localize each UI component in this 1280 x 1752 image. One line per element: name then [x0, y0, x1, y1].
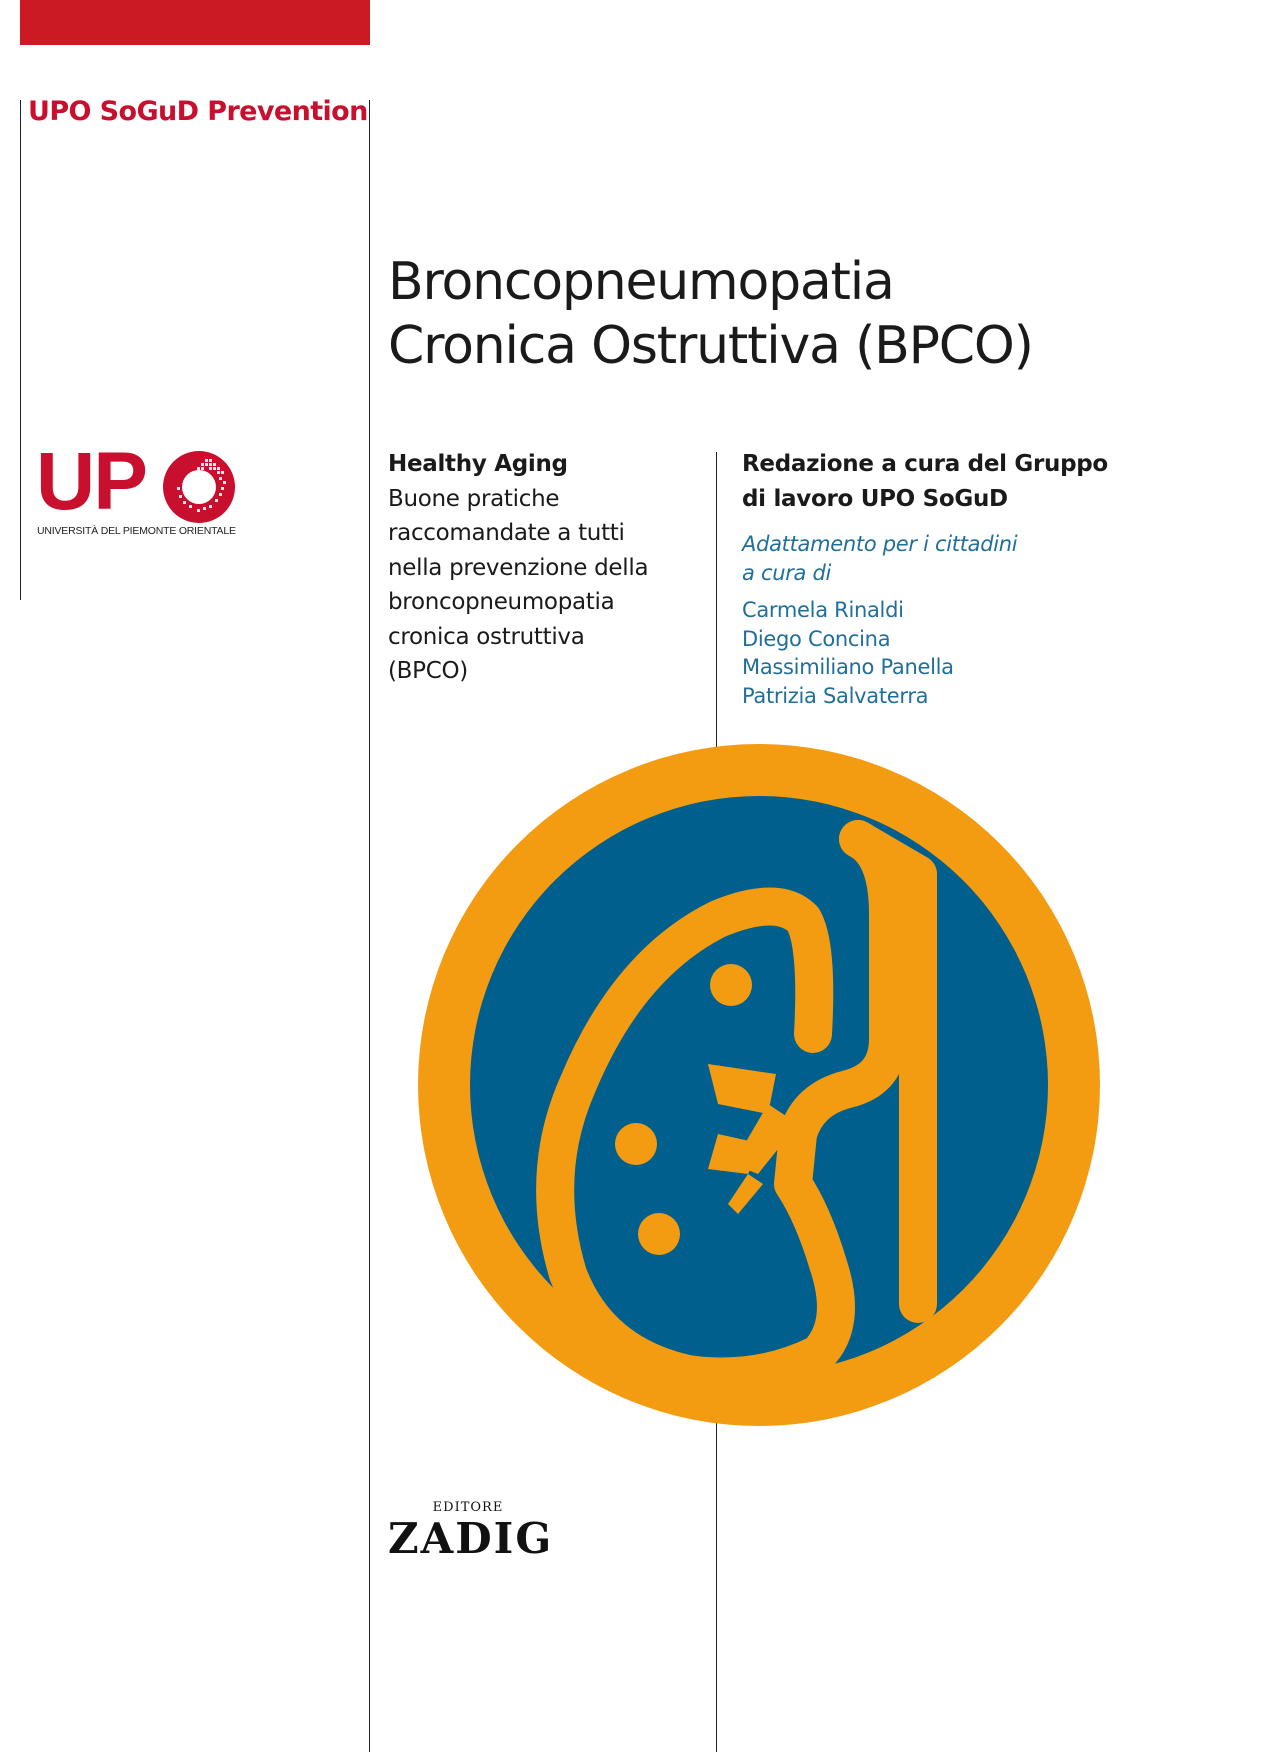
left-column — [388, 447, 708, 689]
publisher-label: EDITORE — [432, 1500, 504, 1515]
author-name: Diego Concina — [742, 626, 891, 651]
left-column-line: broncopneumopatia — [388, 589, 615, 615]
series-label: UPO SoGuD Prevention — [28, 96, 368, 127]
author-name: Massimiliano Panella — [742, 655, 954, 679]
left-column-heading: Healthy Aging — [388, 451, 568, 477]
left-column-line: raccomandate a tutti — [388, 520, 625, 546]
editorial-heading — [742, 447, 1122, 516]
lung-icon — [418, 744, 1100, 1426]
author-list — [742, 596, 1122, 710]
upo-wordmark: UP — [36, 436, 146, 527]
author-name: Patrizia Salvaterra — [742, 683, 929, 708]
left-column-line: nella prevenzione della — [388, 554, 649, 581]
adaptation-line: Adattamento per i cittadini — [742, 532, 1018, 556]
publisher-logo: ZADIG — [388, 1514, 554, 1563]
top-red-bar — [20, 0, 370, 45]
page-title — [388, 250, 1248, 378]
left-column-line: cronica ostruttiva — [388, 623, 585, 650]
editorial-heading-line: di lavoro UPO SoGuD — [742, 485, 1008, 512]
left-divider — [20, 100, 21, 600]
title-line: Broncopneumopatia — [388, 252, 894, 312]
editorial-heading-line: Redazione a cura del Gruppo — [742, 451, 1108, 477]
adaptation-line: a cura di — [742, 561, 832, 585]
author-name: Carmela Rinaldi — [742, 598, 904, 622]
right-column — [742, 447, 1122, 710]
center-divider — [369, 100, 370, 1752]
left-column-line: (BPCO) — [388, 658, 468, 684]
upo-subtitle: UNIVERSITÀ DEL PIEMONTE ORIENTALE — [37, 525, 236, 537]
title-line: Cronica Ostruttiva (BPCO) — [388, 316, 1033, 376]
upo-logo — [36, 436, 251, 540]
adaptation-note — [742, 530, 1122, 588]
left-column-line: Buone pratiche — [388, 485, 560, 512]
upo-circle-icon — [159, 447, 239, 527]
